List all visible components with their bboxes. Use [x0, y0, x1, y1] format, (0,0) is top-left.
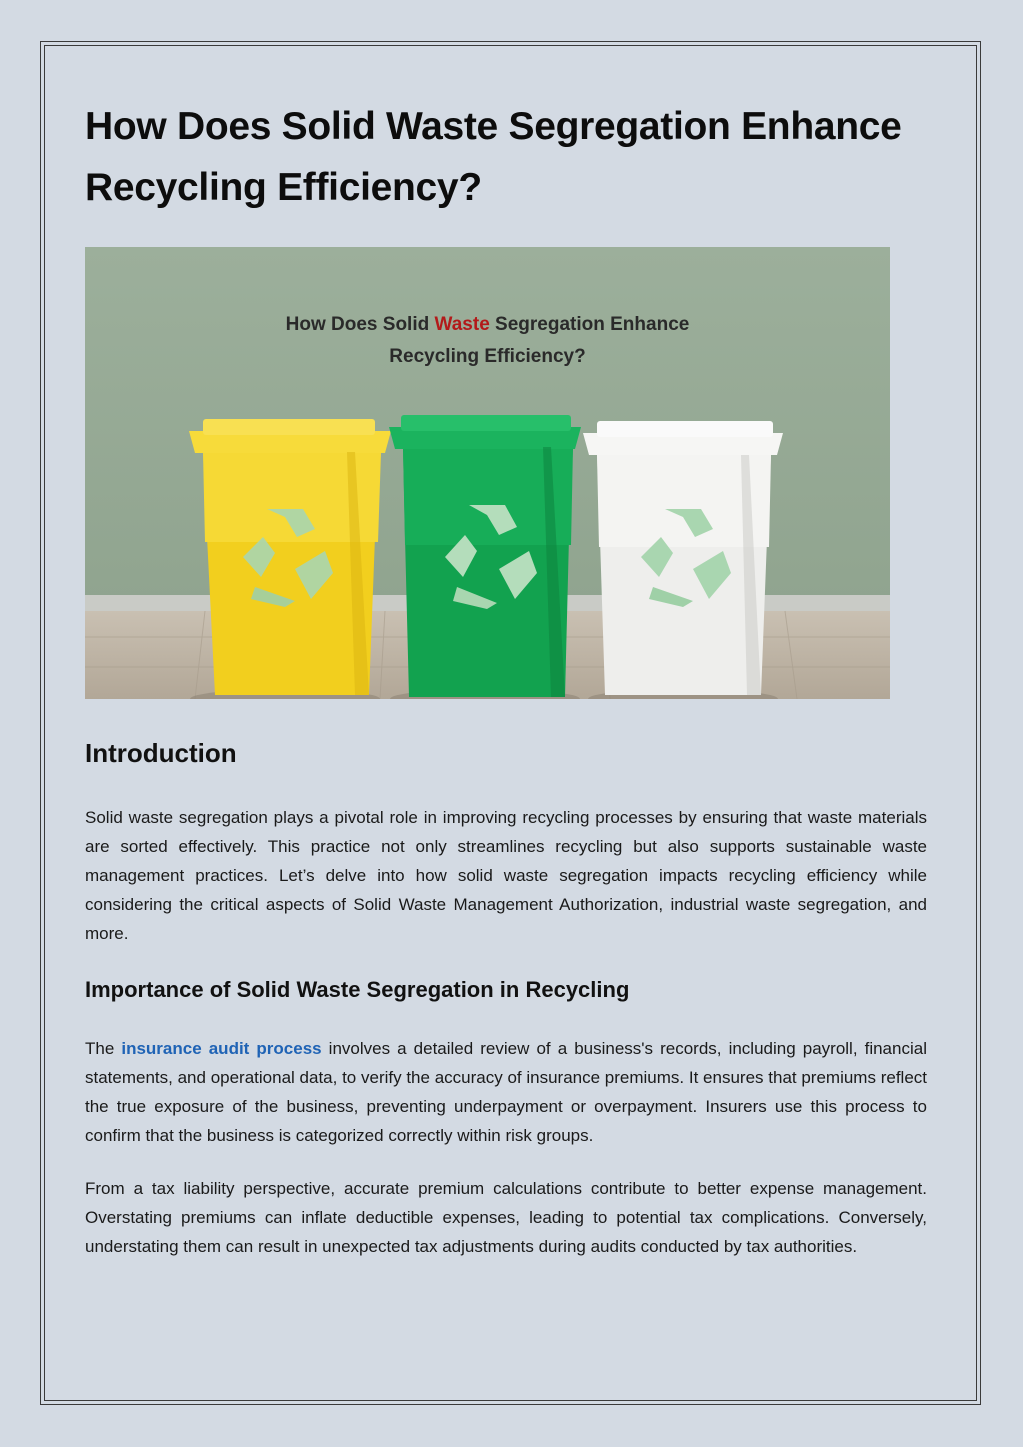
yellow-bin	[189, 419, 391, 699]
importance-paragraph-2: From a tax liability perspective, accurate premium calculations contribute to better expense management. Overstating premiums can inflate deductible expenses, leading to potential tax complications. Conversely, understating them can result in unexpected tax adjustments during audits conducted by tax authorities.	[85, 1179, 927, 1256]
hero-title-line1-pre: How Does Solid	[285, 314, 435, 335]
hero-title-line1	[85, 309, 890, 341]
hero-title-line2: Recycling Efficiency?	[389, 346, 586, 367]
paragraph-text: involves a detailed review of a business's records, including payroll, financial statements, and operational data, to verify the accuracy of insurance premiums. It ensures that premiums reflect the true exposure of the business, preventing underpayment or overpayment. Insurers use this process to confirm that the business is categorized correctly within risk groups.	[85, 1039, 927, 1145]
page-title: How Does Solid Waste Segregation Enhance Recycling Efficiency?	[85, 105, 902, 209]
importance-paragraph-1	[85, 1034, 927, 1150]
hero-title	[85, 309, 890, 373]
intro-paragraph: Solid waste segregation plays a pivotal role in improving recycling processes by ensuring that waste materials are sorted effectively. This practice not only streamlines recycling but also supports sustainable waste management practices. Let’s delve into how solid waste segregation impacts recycling efficiency while considering the critical aspects of Solid Waste Management Authorization, industrial waste segregation, and more.	[85, 808, 927, 943]
insurance-audit-process-link[interactable]: insurance audit process	[121, 1039, 322, 1058]
hero-title-line1-post: Segregation Enhance	[489, 314, 690, 335]
heading-importance: Importance of Solid Waste Segregation in Recycling	[85, 977, 630, 1002]
hero-image	[85, 247, 890, 699]
heading-introduction: Introduction	[85, 738, 237, 768]
white-bin	[583, 421, 783, 699]
hero-title-accent-word: Waste	[434, 314, 490, 335]
title-block	[85, 96, 927, 218]
green-bin	[389, 415, 581, 699]
paragraph-text: The	[85, 1039, 122, 1058]
